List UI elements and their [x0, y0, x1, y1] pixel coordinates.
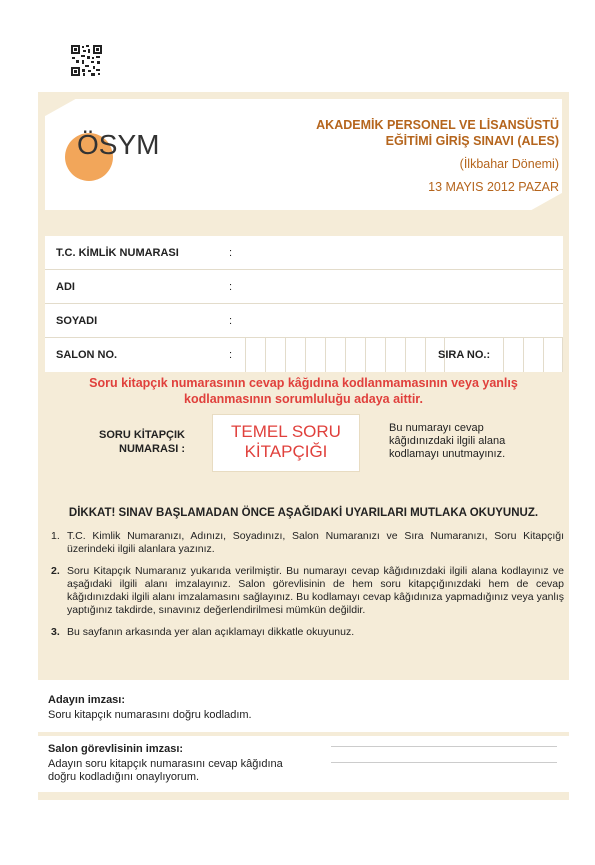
signature-line	[331, 762, 557, 763]
coding-warning	[38, 375, 569, 407]
tc-number-label: T.C. KİMLİK NUMARASI	[56, 247, 179, 259]
instruction-number: 2.	[51, 565, 60, 577]
officer-signature-text-line1: Adayın soru kitapçık numarasını cevap kâğıdına	[48, 758, 283, 770]
coding-warning-line1: Soru kitapçık numarasının cevap kâğıdına kodlanmamasının veya yanlış	[89, 376, 518, 390]
room-label: SALON NO.	[56, 349, 118, 361]
seat-label: SIRA NO.:	[438, 349, 491, 361]
seat-number-cells[interactable]	[503, 338, 563, 372]
candidate-signature-text: Soru kitapçık numarasını doğru kodladım.	[48, 709, 252, 721]
instruction-text: T.C. Kimlik Numaranızı, Adınızı, Soyadınızı, Salon Numaranızı ve Sıra Numaranızı, Soru Kitapçığı üzerindeki ilgili alanlara yazınız.	[67, 530, 564, 555]
osym-logo: ÖSYM	[77, 129, 160, 160]
surname-label: SOYADI	[56, 315, 98, 327]
instruction-number: 3.	[51, 626, 60, 638]
instruction-item	[51, 565, 564, 617]
exam-title-line2: EĞİTİMİ GİRİŞ SINAVI (ALES)	[385, 134, 559, 148]
instruction-item	[51, 530, 564, 556]
surname-row[interactable]	[45, 304, 563, 338]
room-seat-row	[45, 338, 563, 372]
booklet-label-line1: SORU KİTAPÇIK	[99, 429, 185, 441]
name-label: ADI	[56, 281, 75, 293]
candidate-signature-box[interactable]	[38, 680, 569, 732]
colon: :	[229, 281, 233, 293]
booklet-type-line2: KİTAPÇIĞI	[244, 442, 328, 461]
colon: :	[229, 247, 233, 259]
booklet-label-line2: NUMARASI :	[119, 443, 185, 455]
attention-heading: DİKKAT! SINAV BAŞLAMADAN ÖNCE AŞAĞIDAKİ UYARILARI MUTLAKA OKUYUNUZ.	[68, 507, 539, 519]
officer-signature-box[interactable]	[38, 736, 569, 792]
colon: :	[229, 315, 233, 327]
name-row[interactable]	[45, 270, 563, 304]
exam-title-line1: AKADEMİK PERSONEL VE LİSANSÜSTÜ	[316, 118, 559, 132]
instruction-number: 1.	[51, 530, 60, 542]
booklet-note: Bu numarayı cevap kâğıdınızdaki ilgili alana kodlamayı unutmayınız.	[389, 422, 506, 460]
officer-signature-text-line2: doğru kodladığını onaylıyorum.	[48, 771, 200, 783]
exam-date: 13 MAYIS 2012 PAZAR	[428, 180, 559, 194]
booklet-type-line1: TEMEL SORU	[231, 422, 341, 441]
booklet-type	[212, 422, 360, 462]
coding-warning-line2: kodlanmasının sorumluluğu adaya aittir.	[184, 392, 423, 406]
qr-code	[71, 45, 102, 76]
candidate-signature-title: Adayın imzası:	[48, 694, 126, 706]
instruction-item	[51, 626, 564, 639]
colon: :	[229, 349, 233, 361]
signature-line	[331, 746, 557, 747]
booklet-number-label	[45, 428, 185, 456]
instruction-text: Bu sayfanın arkasında yer alan açıklamayı dikkatle okuyunuz.	[67, 626, 355, 638]
instruction-list	[51, 530, 564, 648]
instruction-text: Soru Kitapçık Numaranız yukarıda verilmiştir. Bu numarayı cevap kâğıdınızdaki ilgili alana kodlayınız ve aşağıdaki ilgili alanı imzalayınız. Salon görevlisinin de hem soru kitapçığınızdaki hem de cevap kâğıdınızdaki ilgili alanı imzalamasını sağlayınız. Bu kodlamayı cevap kâğıdınıza yapmadığınız veya yanlış yaptığınız takdirde, sınavınız değerlendirilmesi mümkün değildir.	[67, 565, 564, 616]
candidate-info-box	[45, 236, 563, 372]
officer-signature-title: Salon görevlisinin imzası:	[48, 743, 184, 755]
room-number-cells[interactable]	[245, 338, 445, 372]
exam-term: (İlkbahar Dönemi)	[459, 157, 559, 171]
tc-number-row[interactable]	[45, 236, 563, 270]
